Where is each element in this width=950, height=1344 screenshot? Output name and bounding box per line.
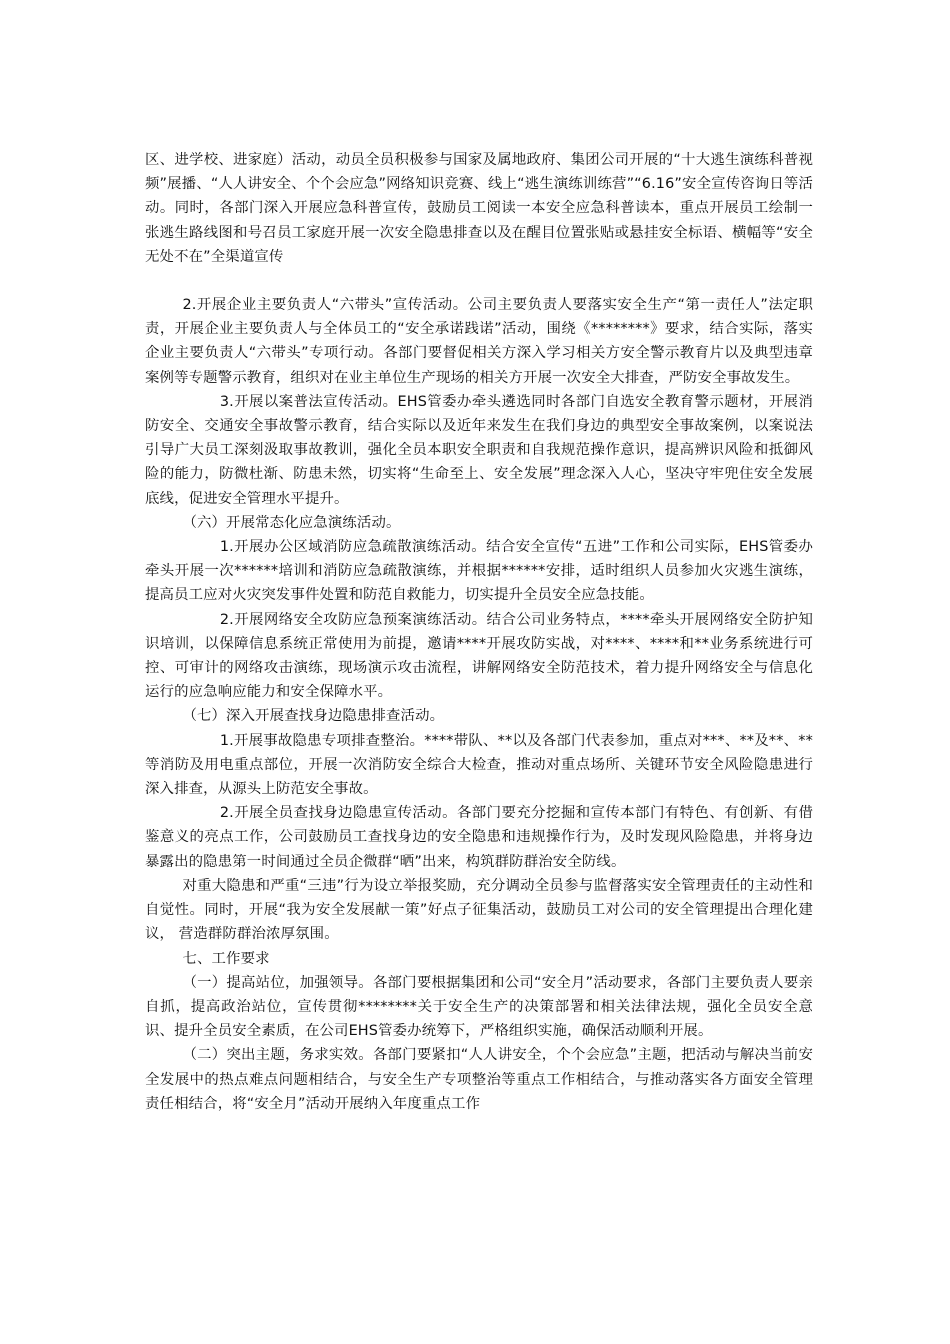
- paragraph-accident-hazard-rectification: 1.开展事故隐患专项排查整治。****带队、**以及各部门代表参加，重点对***、**及**、**等消防及用电重点部位，开展一次消防安全综合大检查，推动对重点场所、关键环节安全风险隐患进行深入排查，从源头上防范安全事故。: [145, 732, 813, 798]
- document-page: [145, 148, 813, 1116]
- paragraph-find-hazards-campaign: 2.开展全员查找身边隐患宣传活动。各部门要充分挖掘和宣传本部门有特色、有创新、有借鉴意义的亮点工作，公司鼓励员工查找身边的安全隐患和违规操作行为，及时发现风险隐患，并将身边暴露出的隐患第一时间通过全员企微群“晒”出来，构筑群防群治安全防线。: [145, 805, 813, 870]
- paragraph-theme-effectiveness: （二）突出主题，务求实效。各部门要紧扣“人人讲安全，个个会应急”主题，把活动与解决当前安全发展中的热点难点问题相结合，与安全生产专项整治等重点工作相结合，与推动落实各方面安全管理责任相结合，将“安全月”活动开展纳入年度重点工作: [145, 1047, 813, 1112]
- paragraph-reporting-rewards: 对重大隐患和严重“三违”行为设立举报奖励，充分调动全员参与监督落实安全管理责任的主动性和自觉性。同时，开展“我为安全发展献一策”好点子征集活动，鼓励员工对公司的安全管理提出合理化建议， 营造群防群治浓厚氛围。: [145, 877, 813, 943]
- paragraph-case-law-promotion: 3.开展以案普法宣传活动。EHS管委办牵头遴选同时各部门自选安全教育警示题材，开展消防安全、交通安全事故警示教育，结合实际以及近年来发生在我们身边的典型安全事故案例，以案说法引导广大员工深刻汲取事故教训，强化全员本职安全职责和自我规范操作意识，提高辨识风险和抵御风险的能力，防微杜渐、防患未然，切实将“生命至上、安全发展”理念深入人心，坚决守牢兜住安全发展底线，促进安全管理水平提升。: [145, 393, 813, 507]
- paragraph-network-security-drill: 2.开展网络安全攻防应急预案演练活动。结合公司业务特点，****牵头开展网络安全防护知识培训，以保障信息系统正常使用为前提，邀请****开展攻防实战，对****、****和**业务系统进行可控、可审计的网络攻击演练，现场演示攻击流程，讲解网络安全防范技术，着力提升网络安全与信息化运行的应急响应能力和安全保障水平。: [145, 611, 813, 701]
- section-heading-hazard-inspection: （七）深入开展查找身边隐患排查活动。: [182, 708, 445, 725]
- section-heading-work-requirements: 七、工作要求: [182, 950, 270, 967]
- paragraph-leadership-requirement: （一）提高站位，加强领导。各部门要根据集团和公司“安全月”活动要求，各部门主要负责人要亲自抓，提高政治站位，宣传贯彻********关于安全生产的决策部署和相关法律法规，强化全员安全意识、提升全员安全素质，在公司EHS管委办统筹下，严格组织实施，确保活动顺利开展。: [145, 974, 813, 1040]
- paragraph-safety-promotion-continued: 区、进学校、进家庭）活动，动员全员积极参与国家及属地政府、集团公司开展的“十大逃生演练科普视频”展播、“人人讲安全、个个会应急”网络知识竞赛、线上“逃生演练训练营”“6.16”安全宣传咨询日等活动。同时，各部门深入开展应急科普宣传，鼓励员工阅读一本安全应急科普读本，重点开展员工绘制一张逃生路线图和号召员工家庭开展一次安全隐患排查以及在醒目位置张贴或悬挂安全标语、横幅等“安全无处不在”全渠道宣传: [145, 152, 813, 265]
- paragraph-fire-evacuation-drill: 1.开展办公区域消防应急疏散演练活动。结合安全宣传“五进”工作和公司实际，EHS管委办牵头开展一次******培训和消防应急疏散演练，并根据******安排，适时组织人员参加火灾逃生演练，提高员工应对火灾突发事件处置和防范自救能力，切实提升全员安全应急技能。: [145, 539, 813, 604]
- section-heading-emergency-drills: （六）开展常态化应急演练活动。: [182, 514, 401, 531]
- paragraph-gap: [145, 269, 813, 293]
- paragraph-leader-six-lead: 2.开展企业主要负责人“六带头”宣传活动。公司主要负责人要落实安全生产“第一责任人”法定职责，开展企业主要负责人与全体员工的“安全承诺践诺”活动，围绕《********》要求，结合实际，落实企业主要负责人“六带头”专项行动。各部门要督促相关方深入学习相关方安全警示教育片以及典型违章案例等专题警示教育，组织对在业主单位生产现场的相关方开展一次安全大排查，严防安全事故发生。: [145, 297, 813, 386]
